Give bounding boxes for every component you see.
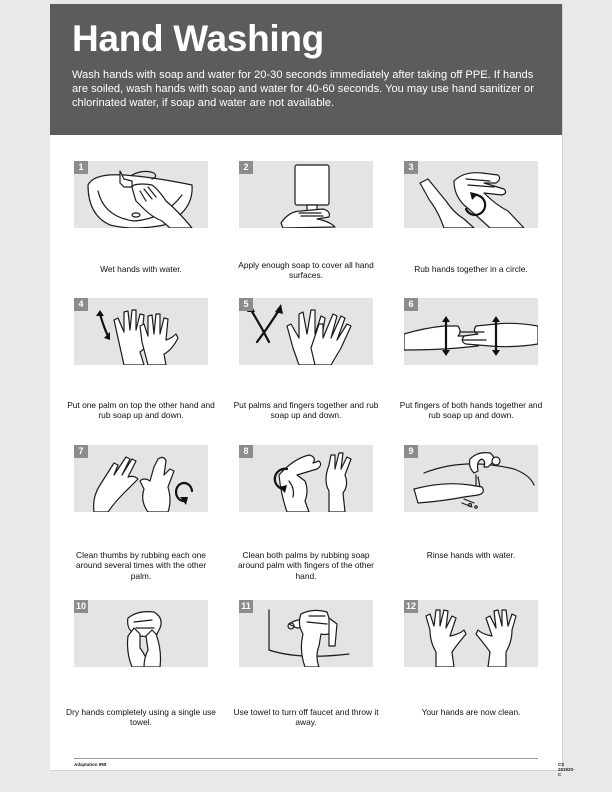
towel-turn-off-faucet-icon (239, 600, 373, 667)
palms-together-icon (239, 298, 373, 365)
step-3-caption: Rub hands together in a circle. (414, 264, 528, 274)
soap-dispenser-icon (239, 161, 373, 228)
step-1-illustration (74, 161, 208, 228)
step-7-caption: Clean thumbs by rubbing each one around several times with the other palm. (75, 550, 207, 581)
step-2-illustration (239, 161, 373, 228)
page-title: Hand Washing (72, 18, 324, 59)
step-1-caption: Wet hands with water. (100, 264, 182, 274)
dry-hands-towel-icon (74, 600, 208, 667)
step-11-number: 11 (239, 600, 253, 613)
step-9-caption: Rinse hands with water. (426, 550, 516, 560)
header-banner (50, 4, 562, 135)
step-6-illustration (404, 298, 538, 365)
intro-text: Wash hands with soap and water for 20-30 seconds immediately after taking off PPE. If hands are soiled, wash hands with soap and water for 40-60 seconds. You may use hand sanitizer or chlorinated water, if soap and water are not available. (72, 69, 534, 110)
footer-divider (74, 758, 538, 759)
step-8-illustration (239, 445, 373, 512)
step-8-caption: Clean both palms by rubbing soap around palm with fingers of the other hand. (238, 550, 374, 581)
step-5-illustration (239, 298, 373, 365)
interlock-fingers-icon (404, 298, 538, 365)
step-6-number: 6 (404, 298, 418, 311)
step-4-caption: Put one palm on top the other hand and rub soap up and down. (67, 400, 215, 421)
step-3-number: 3 (404, 161, 418, 174)
rinse-hands-icon (404, 445, 538, 512)
clean-hands-icon (404, 600, 538, 667)
step-9-illustration (404, 445, 538, 512)
footer-right-text: CS 251920-C (558, 762, 575, 777)
step-3-illustration (404, 161, 538, 228)
step-5-caption: Put palms and fingers together and rub soap up and down. (233, 400, 379, 421)
step-10-caption: Dry hands completely using a single use towel. (66, 707, 216, 728)
step-10-number: 10 (75, 601, 86, 611)
poster (50, 4, 575, 777)
step-4-illustration (74, 298, 208, 365)
step-7-illustration (74, 445, 208, 512)
step-7-number: 7 (74, 445, 88, 458)
step-10-illustration (74, 600, 208, 667)
step-2-caption: Apply enough soap to cover all hand surfaces. (238, 260, 374, 281)
step-4-number: 4 (74, 298, 88, 311)
step-8-number: 8 (239, 445, 253, 458)
step-11-illustration (239, 600, 373, 667)
clean-palms-icon (239, 445, 373, 512)
step-12-number: 12 (405, 601, 416, 611)
step-2-number: 2 (239, 161, 253, 174)
step-12-illustration (404, 600, 538, 667)
step-11-caption: Use towel to turn off faucet and throw it away. (233, 707, 379, 728)
step-9-number: 9 (404, 445, 418, 458)
rub-hands-circle-icon (404, 161, 538, 228)
step-1-number: 1 (74, 161, 88, 174)
step-12-caption: Your hands are now clean. (421, 707, 521, 717)
palm-over-hand-icon (74, 298, 208, 365)
step-5-number: 5 (239, 298, 253, 311)
sink-hands-icon (74, 161, 208, 228)
footer-left-text: Adaptation IRB (74, 762, 107, 767)
clean-thumbs-icon (74, 445, 208, 512)
step-6-caption: Put fingers of both hands together and rub soap up and down. (399, 400, 543, 421)
